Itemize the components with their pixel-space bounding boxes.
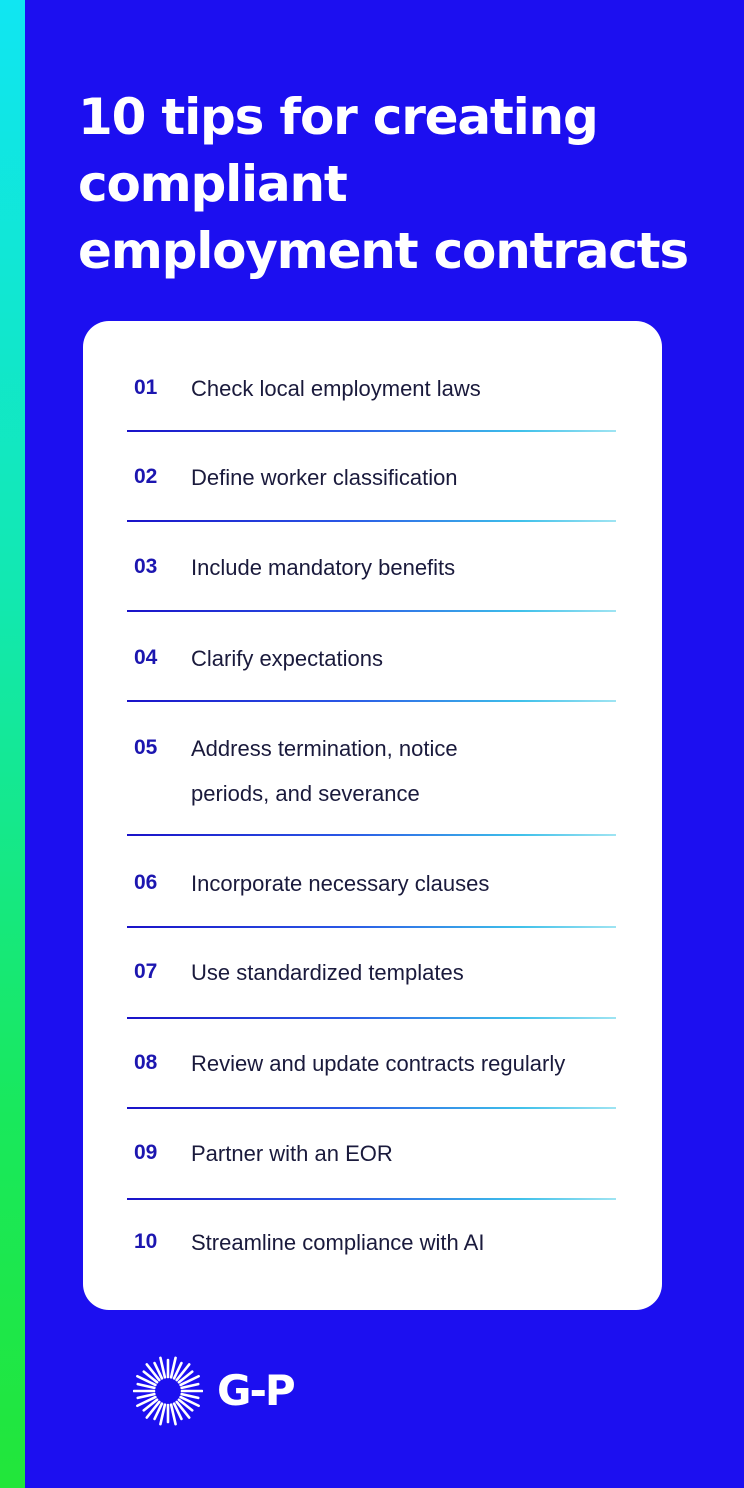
- divider: [127, 834, 616, 836]
- tip-text: Define worker classification: [191, 465, 458, 490]
- tip-text: Review and update contracts regularly: [191, 1051, 566, 1076]
- tip-text: Use standardized templates: [191, 960, 464, 985]
- tip-text: Clarify expectations: [191, 646, 383, 671]
- tip-number: 03: [134, 555, 158, 578]
- page-title: 10 tips for creating compliant employment contracts: [78, 88, 688, 280]
- gradient-side-stripe: [0, 0, 25, 1488]
- sunburst-icon: [133, 1356, 203, 1426]
- tip-number: 07: [134, 960, 158, 983]
- tip-text: Partner with an EOR: [191, 1141, 393, 1166]
- divider: [127, 700, 616, 702]
- divider: [127, 1107, 616, 1109]
- divider: [127, 1198, 616, 1200]
- tip-number: 06: [134, 871, 158, 894]
- divider: [127, 1017, 616, 1019]
- tip-number: 02: [134, 465, 158, 488]
- divider: [127, 430, 616, 432]
- tip-number: 05: [134, 736, 158, 759]
- tip-text: Include mandatory benefits: [191, 555, 456, 580]
- tip-number: 01: [134, 376, 158, 399]
- gp-logo: [133, 1356, 303, 1428]
- divider: [127, 926, 616, 928]
- tip-text: Check local employment laws: [191, 376, 481, 401]
- tip-text: Streamline compliance with AI: [191, 1230, 485, 1255]
- tip-number: 04: [134, 646, 158, 669]
- divider: [127, 610, 616, 612]
- tip-text: Address termination, notice periods, and severance: [191, 736, 458, 806]
- tip-number: 08: [134, 1051, 158, 1074]
- tip-number: 09: [134, 1141, 158, 1164]
- tip-text: Incorporate necessary clauses: [191, 871, 490, 896]
- logo-wordmark: G-P: [217, 1366, 294, 1415]
- divider: [127, 520, 616, 522]
- tips-card: [83, 321, 662, 1310]
- tip-number: 10: [134, 1230, 158, 1253]
